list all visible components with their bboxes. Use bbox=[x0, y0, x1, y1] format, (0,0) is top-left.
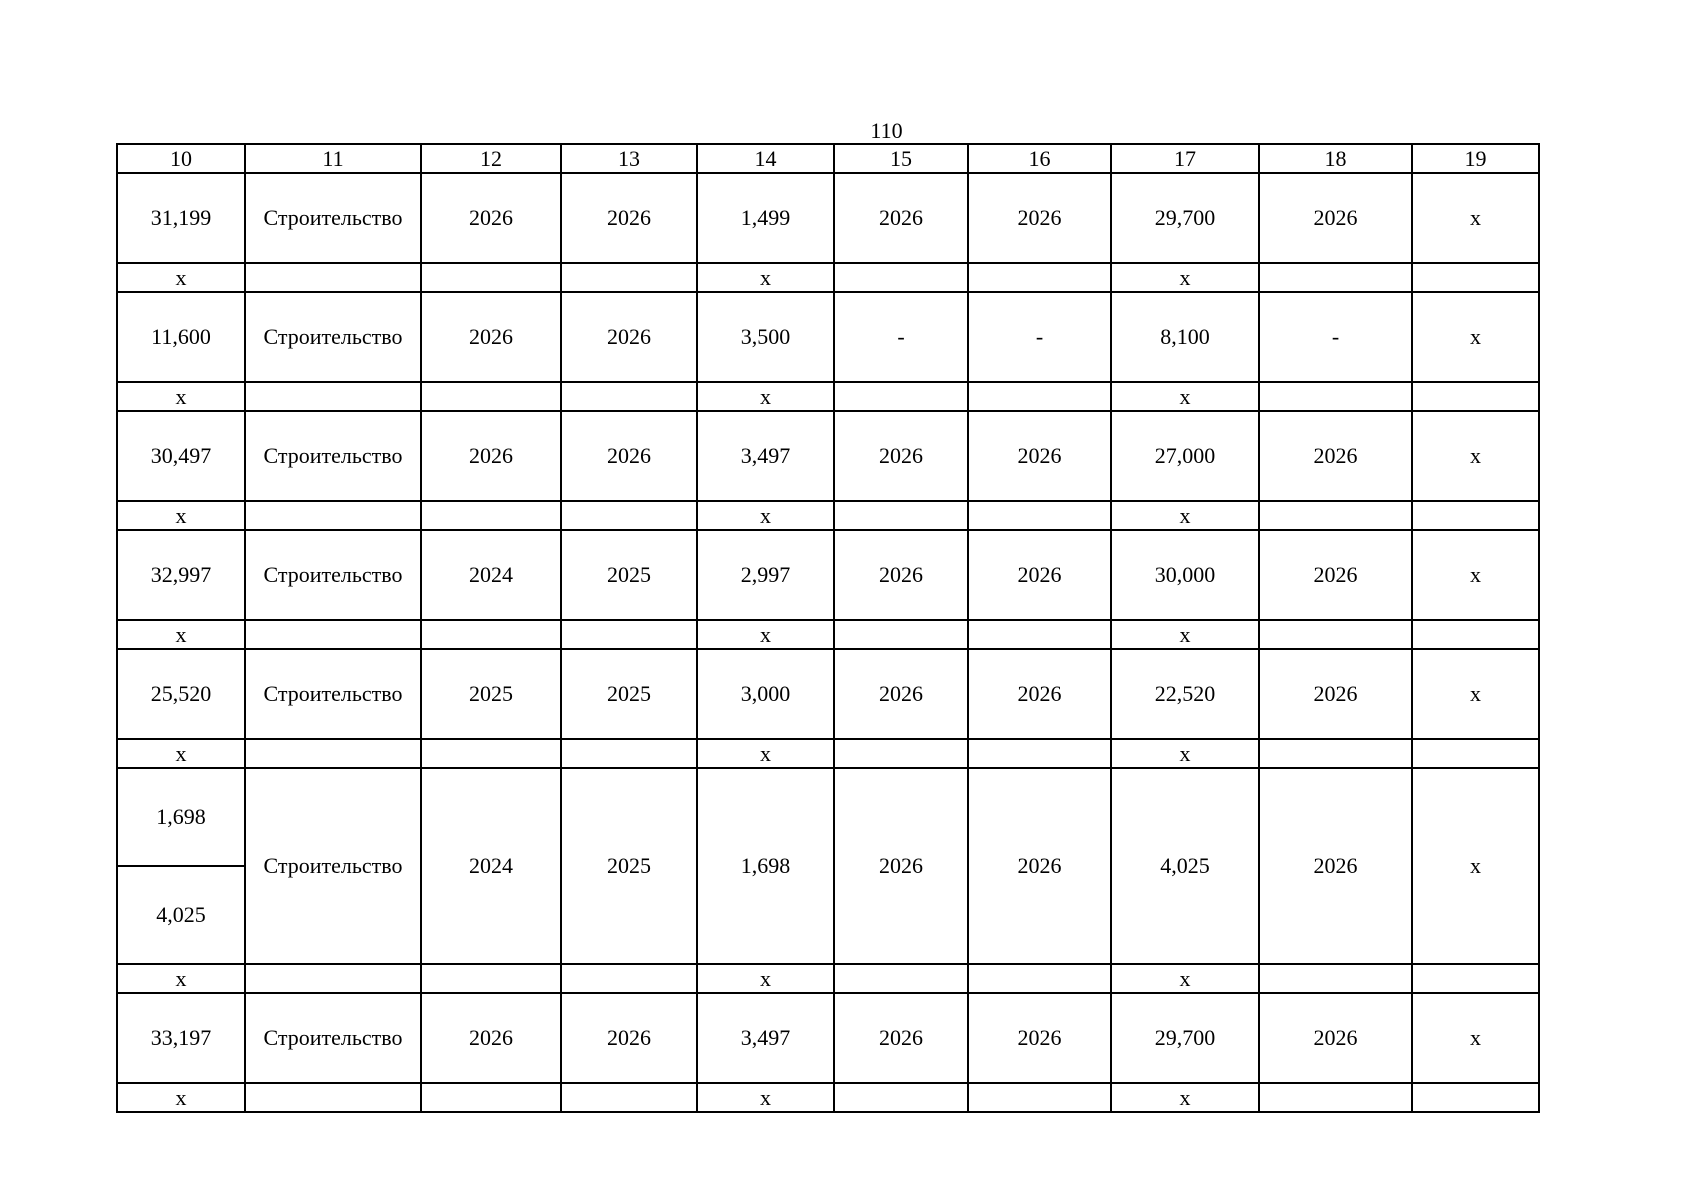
table-cell bbox=[561, 382, 697, 411]
table-cell: Строительство bbox=[245, 649, 421, 739]
table-subrow bbox=[117, 739, 1539, 768]
table-cell bbox=[561, 620, 697, 649]
table-cell: 2026 bbox=[561, 411, 697, 501]
table-subrow bbox=[117, 382, 1539, 411]
table-cell: x bbox=[117, 964, 245, 993]
table-cell bbox=[245, 1083, 421, 1112]
table-cell bbox=[245, 382, 421, 411]
table-cell: 2026 bbox=[561, 993, 697, 1083]
table-cell: 27,000 bbox=[1111, 411, 1259, 501]
table-cell bbox=[561, 1083, 697, 1112]
table-cell: 2,997 bbox=[697, 530, 834, 620]
table-cell: 4,025 bbox=[1111, 768, 1259, 964]
table-row bbox=[117, 649, 1539, 739]
table-cell bbox=[834, 263, 968, 292]
table-cell: 2026 bbox=[968, 649, 1111, 739]
table-subrow bbox=[117, 263, 1539, 292]
table-row bbox=[117, 411, 1539, 501]
table-cell: x bbox=[117, 1083, 245, 1112]
table-cell bbox=[561, 263, 697, 292]
table-cell: 2025 bbox=[561, 768, 697, 964]
table-cell: 2026 bbox=[1259, 173, 1412, 263]
table-cell bbox=[1259, 501, 1412, 530]
table-cell bbox=[421, 263, 561, 292]
table-cell: 2025 bbox=[421, 649, 561, 739]
table-cell: - bbox=[1259, 292, 1412, 382]
table-cell: 3,497 bbox=[697, 993, 834, 1083]
table-cell: x bbox=[1412, 292, 1539, 382]
table-cell bbox=[561, 501, 697, 530]
table-cell bbox=[1412, 382, 1539, 411]
table-cell: - bbox=[968, 292, 1111, 382]
table-cell: x bbox=[1412, 173, 1539, 263]
table-cell bbox=[245, 501, 421, 530]
table-cell: 2026 bbox=[1259, 993, 1412, 1083]
table-cell bbox=[421, 1083, 561, 1112]
table-cell: x bbox=[1412, 768, 1539, 964]
table-cell: 2026 bbox=[834, 649, 968, 739]
table-cell: x bbox=[697, 620, 834, 649]
table-cell: 2026 bbox=[968, 411, 1111, 501]
table-cell: x bbox=[697, 739, 834, 768]
table-cell: x bbox=[1111, 739, 1259, 768]
table-cell bbox=[1259, 620, 1412, 649]
table-row bbox=[117, 530, 1539, 620]
table-cell bbox=[561, 964, 697, 993]
header-row bbox=[117, 144, 1539, 173]
table-cell: 2026 bbox=[421, 292, 561, 382]
column-header: 15 bbox=[834, 144, 968, 173]
table-cell: 2026 bbox=[968, 768, 1111, 964]
table-cell bbox=[421, 501, 561, 530]
table-cell: x bbox=[117, 501, 245, 530]
table-cell: 25,520 bbox=[117, 649, 245, 739]
table-cell: 2026 bbox=[968, 173, 1111, 263]
table-cell bbox=[1412, 263, 1539, 292]
table-cell bbox=[968, 739, 1111, 768]
table-cell bbox=[421, 620, 561, 649]
column-header: 17 bbox=[1111, 144, 1259, 173]
table-cell: 2026 bbox=[834, 993, 968, 1083]
table-cell: Строительство bbox=[245, 173, 421, 263]
page-number: 110 bbox=[870, 118, 903, 143]
table-cell bbox=[421, 382, 561, 411]
table-cell: 2024 bbox=[421, 530, 561, 620]
column-header: 18 bbox=[1259, 144, 1412, 173]
column-header: 11 bbox=[245, 144, 421, 173]
table-cell: 32,997 bbox=[117, 530, 245, 620]
table-cell: 2026 bbox=[561, 292, 697, 382]
table-cell: x bbox=[697, 382, 834, 411]
table-cell: - bbox=[834, 292, 968, 382]
table-cell bbox=[1259, 263, 1412, 292]
table-cell: Строительство bbox=[245, 530, 421, 620]
table-cell bbox=[421, 964, 561, 993]
table-cell bbox=[1412, 501, 1539, 530]
table-cell: 2024 bbox=[421, 768, 561, 964]
table-row bbox=[117, 768, 1539, 866]
table-cell: 3,500 bbox=[697, 292, 834, 382]
table-cell bbox=[1412, 1083, 1539, 1112]
table-cell: x bbox=[117, 263, 245, 292]
table-cell: 31,199 bbox=[117, 173, 245, 263]
table-cell: 2026 bbox=[561, 173, 697, 263]
table-cell bbox=[561, 739, 697, 768]
table-cell: Строительство bbox=[245, 411, 421, 501]
table-cell: Строительство bbox=[245, 292, 421, 382]
table-cell: 8,100 bbox=[1111, 292, 1259, 382]
table-cell: 29,700 bbox=[1111, 993, 1259, 1083]
table-cell bbox=[834, 964, 968, 993]
table-cell bbox=[245, 263, 421, 292]
table-cell: 2026 bbox=[968, 993, 1111, 1083]
table-cell: x bbox=[117, 620, 245, 649]
table-cell: x bbox=[1412, 530, 1539, 620]
table-body bbox=[117, 144, 1539, 1112]
table-cell: 2026 bbox=[1259, 649, 1412, 739]
table-cell bbox=[421, 739, 561, 768]
table-cell: 4,025 bbox=[117, 866, 245, 964]
table-row bbox=[117, 993, 1539, 1083]
table-cell: x bbox=[697, 964, 834, 993]
table-cell bbox=[1259, 739, 1412, 768]
table-subrow bbox=[117, 1083, 1539, 1112]
table-cell: 2026 bbox=[1259, 768, 1412, 964]
column-header: 10 bbox=[117, 144, 245, 173]
column-header: 19 bbox=[1412, 144, 1539, 173]
table-cell: x bbox=[1111, 1083, 1259, 1112]
table-cell bbox=[1412, 964, 1539, 993]
table-cell bbox=[245, 620, 421, 649]
table-cell bbox=[1259, 964, 1412, 993]
table-cell: 33,197 bbox=[117, 993, 245, 1083]
table-cell: x bbox=[1412, 649, 1539, 739]
table-cell: x bbox=[1412, 993, 1539, 1083]
table-cell: x bbox=[697, 263, 834, 292]
table-cell bbox=[968, 501, 1111, 530]
table-cell bbox=[968, 263, 1111, 292]
table-cell bbox=[1412, 739, 1539, 768]
table-cell: 2025 bbox=[561, 649, 697, 739]
table-cell: 2026 bbox=[968, 530, 1111, 620]
table-cell: 2026 bbox=[834, 768, 968, 964]
table-cell bbox=[834, 1083, 968, 1112]
table-cell: 2026 bbox=[1259, 411, 1412, 501]
table-cell: Строительство bbox=[245, 768, 421, 964]
column-header: 14 bbox=[697, 144, 834, 173]
table-cell: 29,700 bbox=[1111, 173, 1259, 263]
table-cell: 11,600 bbox=[117, 292, 245, 382]
table-cell: x bbox=[1111, 263, 1259, 292]
table-subrow bbox=[117, 964, 1539, 993]
table-cell: x bbox=[117, 739, 245, 768]
table-cell: 2026 bbox=[421, 173, 561, 263]
table-cell bbox=[1412, 620, 1539, 649]
table-cell: x bbox=[697, 1083, 834, 1112]
table-cell: x bbox=[1111, 501, 1259, 530]
table-cell: 30,497 bbox=[117, 411, 245, 501]
table-cell bbox=[245, 964, 421, 993]
column-header: 12 bbox=[421, 144, 561, 173]
table-cell: x bbox=[1111, 382, 1259, 411]
table-cell: x bbox=[1111, 964, 1259, 993]
table-cell: 1,698 bbox=[697, 768, 834, 964]
table-cell bbox=[1259, 382, 1412, 411]
table-cell: x bbox=[697, 501, 834, 530]
table-subrow bbox=[117, 501, 1539, 530]
table-cell: 2026 bbox=[421, 411, 561, 501]
data-table bbox=[116, 143, 1540, 1113]
table-row bbox=[117, 292, 1539, 382]
table-cell bbox=[834, 620, 968, 649]
table-row bbox=[117, 173, 1539, 263]
table-cell: x bbox=[1412, 411, 1539, 501]
table-cell: 2025 bbox=[561, 530, 697, 620]
table-cell: 3,497 bbox=[697, 411, 834, 501]
table-cell bbox=[834, 501, 968, 530]
table-cell: 2026 bbox=[1259, 530, 1412, 620]
table-cell bbox=[834, 382, 968, 411]
table-subrow bbox=[117, 620, 1539, 649]
table-cell: 30,000 bbox=[1111, 530, 1259, 620]
table-cell: 2026 bbox=[834, 530, 968, 620]
table-cell: 3,000 bbox=[697, 649, 834, 739]
table-cell: 2026 bbox=[834, 411, 968, 501]
table-cell: x bbox=[117, 382, 245, 411]
table-cell bbox=[968, 382, 1111, 411]
table-cell: 22,520 bbox=[1111, 649, 1259, 739]
table-cell: x bbox=[1111, 620, 1259, 649]
column-header: 13 bbox=[561, 144, 697, 173]
table-cell bbox=[834, 739, 968, 768]
table-cell: 2026 bbox=[834, 173, 968, 263]
table-cell bbox=[968, 1083, 1111, 1112]
table-cell bbox=[968, 620, 1111, 649]
table-cell: Строительство bbox=[245, 993, 421, 1083]
table-cell bbox=[968, 964, 1111, 993]
table-cell: 1,499 bbox=[697, 173, 834, 263]
table-cell: 2026 bbox=[421, 993, 561, 1083]
column-header: 16 bbox=[968, 144, 1111, 173]
table-cell bbox=[245, 739, 421, 768]
table-cell: 1,698 bbox=[117, 768, 245, 866]
table-cell bbox=[1259, 1083, 1412, 1112]
